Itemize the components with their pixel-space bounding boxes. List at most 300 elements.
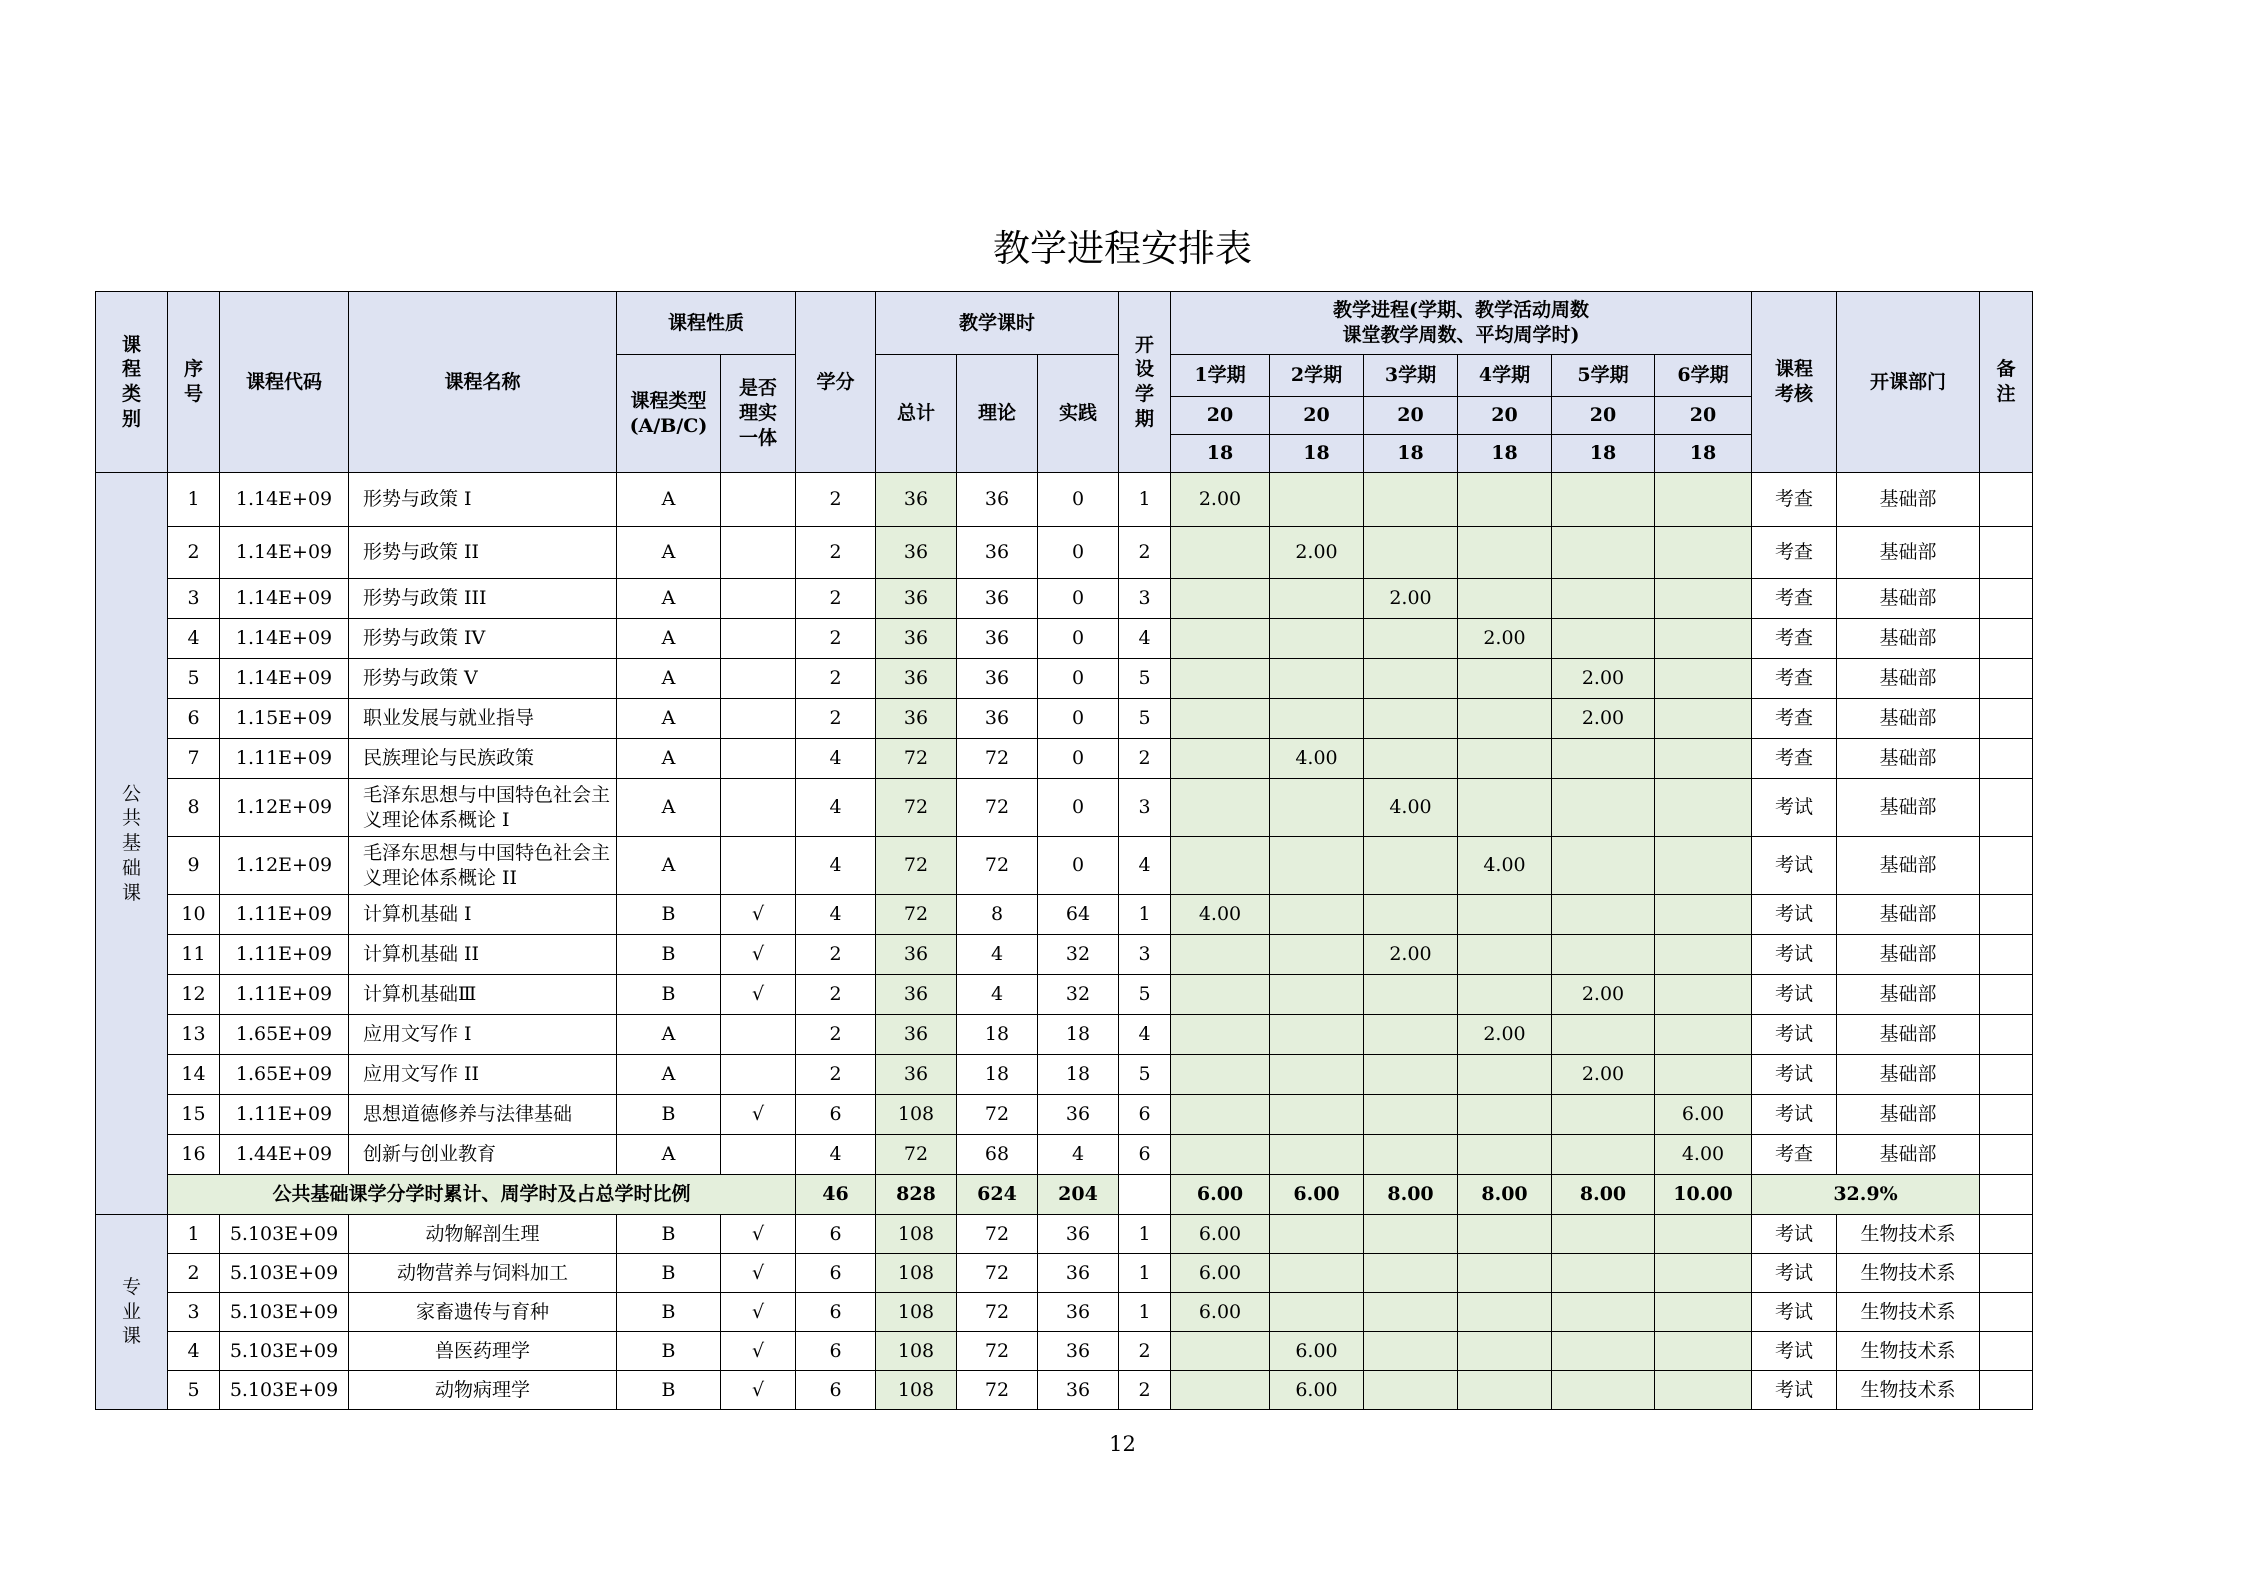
credit-cell: 2 xyxy=(796,935,876,975)
open-term-cell: 4 xyxy=(1119,837,1171,895)
assessment-cell: 考查 xyxy=(1752,527,1837,579)
course-name-cell: 民族理论与民族政策 xyxy=(349,739,617,779)
course-name-cell: 动物营养与饲料加工 xyxy=(349,1254,617,1293)
semester-hours-cell xyxy=(1655,1215,1752,1254)
semester-hours-cell xyxy=(1458,579,1552,619)
table-row xyxy=(96,527,2033,579)
hours-theory-cell: 36 xyxy=(957,659,1038,699)
integrated-cell: √ xyxy=(721,1293,796,1332)
semester-hours-cell xyxy=(1270,895,1364,935)
semester-hours-cell xyxy=(1364,739,1458,779)
seq-cell: 15 xyxy=(168,1095,220,1135)
department-cell: 基础部 xyxy=(1837,975,1980,1015)
hours-practice-cell: 36 xyxy=(1038,1254,1119,1293)
integrated-cell: √ xyxy=(721,1371,796,1410)
remark-cell xyxy=(1980,935,2033,975)
semester-hours-cell xyxy=(1364,619,1458,659)
semester-hours-cell xyxy=(1171,579,1270,619)
course-name-cell: 动物病理学 xyxy=(349,1371,617,1410)
course-name-cell: 形势与政策 IV xyxy=(349,619,617,659)
table-row xyxy=(96,659,2033,699)
remark-cell xyxy=(1980,1015,2033,1055)
semester-hours-cell xyxy=(1364,1371,1458,1410)
hours-practice-cell: 0 xyxy=(1038,779,1119,837)
semester-hours-cell xyxy=(1655,659,1752,699)
credit-cell: 4 xyxy=(796,779,876,837)
course-type-cell: A xyxy=(617,1135,721,1175)
header-semester: 2学期 xyxy=(1270,355,1364,397)
teaching-schedule-table xyxy=(95,291,2033,1410)
hours-total-cell: 36 xyxy=(876,975,957,1015)
semester-hours-cell: 2.00 xyxy=(1171,473,1270,527)
credit-cell: 6 xyxy=(796,1095,876,1135)
seq-cell: 8 xyxy=(168,779,220,837)
summary-ratio-cell: 32.9% xyxy=(1752,1175,1980,1215)
summary-practice-cell: 204 xyxy=(1038,1175,1119,1215)
table-row xyxy=(96,1254,2033,1293)
assessment-cell: 考查 xyxy=(1752,619,1837,659)
semester-hours-cell: 2.00 xyxy=(1458,619,1552,659)
header-class-weeks: 18 xyxy=(1270,435,1364,473)
assessment-cell: 考试 xyxy=(1752,1371,1837,1410)
course-name-cell: 思想道德修养与法律基础 xyxy=(349,1095,617,1135)
hours-theory-cell: 4 xyxy=(957,935,1038,975)
table-row xyxy=(96,1332,2033,1371)
hours-total-cell: 108 xyxy=(876,1293,957,1332)
semester-hours-cell xyxy=(1270,1135,1364,1175)
hours-total-cell: 108 xyxy=(876,1215,957,1254)
semester-hours-cell xyxy=(1171,659,1270,699)
semester-hours-cell xyxy=(1655,699,1752,739)
semester-hours-cell xyxy=(1364,527,1458,579)
hours-practice-cell: 36 xyxy=(1038,1371,1119,1410)
remark-cell xyxy=(1980,579,2033,619)
summary-semester-cell: 8.00 xyxy=(1364,1175,1458,1215)
course-name-cell: 形势与政策 I xyxy=(349,473,617,527)
course-name-cell: 应用文写作 II xyxy=(349,1055,617,1095)
credit-cell: 2 xyxy=(796,527,876,579)
header-class-weeks: 18 xyxy=(1458,435,1552,473)
header-progress xyxy=(1171,292,1752,355)
integrated-cell xyxy=(721,1055,796,1095)
remark-cell xyxy=(1980,1095,2033,1135)
department-cell: 生物技术系 xyxy=(1837,1215,1980,1254)
semester-hours-cell: 6.00 xyxy=(1270,1371,1364,1410)
semester-hours-cell xyxy=(1458,1371,1552,1410)
assessment-cell: 考试 xyxy=(1752,1095,1837,1135)
course-name-cell: 形势与政策 II xyxy=(349,527,617,579)
hours-total-cell: 72 xyxy=(876,837,957,895)
semester-hours-cell xyxy=(1364,1095,1458,1135)
header-hours-theory: 理论 xyxy=(957,355,1038,473)
semester-hours-cell xyxy=(1552,1371,1655,1410)
semester-hours-cell xyxy=(1270,1095,1364,1135)
header-activity-weeks: 20 xyxy=(1655,397,1752,435)
assessment-cell: 考查 xyxy=(1752,473,1837,527)
department-cell: 生物技术系 xyxy=(1837,1254,1980,1293)
remark-cell xyxy=(1980,659,2033,699)
semester-hours-cell xyxy=(1655,739,1752,779)
summary-row xyxy=(96,1175,2033,1215)
semester-hours-cell xyxy=(1552,579,1655,619)
semester-hours-cell xyxy=(1655,1055,1752,1095)
open-term-cell: 6 xyxy=(1119,1095,1171,1135)
semester-hours-cell xyxy=(1655,837,1752,895)
remark-cell xyxy=(1980,699,2033,739)
header-semester: 4学期 xyxy=(1458,355,1552,397)
summary-semester-cell: 10.00 xyxy=(1655,1175,1752,1215)
summary-semester-cell: 6.00 xyxy=(1171,1175,1270,1215)
remark-cell xyxy=(1980,1135,2033,1175)
header-semester: 5学期 xyxy=(1552,355,1655,397)
hours-practice-cell: 0 xyxy=(1038,579,1119,619)
course-type-cell: A xyxy=(617,527,721,579)
semester-hours-cell xyxy=(1270,659,1364,699)
credit-cell: 2 xyxy=(796,659,876,699)
integrated-cell: √ xyxy=(721,975,796,1015)
seq-cell: 10 xyxy=(168,895,220,935)
seq-cell: 1 xyxy=(168,473,220,527)
semester-hours-cell: 2.00 xyxy=(1270,527,1364,579)
header-class-weeks: 18 xyxy=(1552,435,1655,473)
header-activity-weeks: 20 xyxy=(1270,397,1364,435)
semester-hours-cell xyxy=(1552,935,1655,975)
course-name-cell: 应用文写作 I xyxy=(349,1015,617,1055)
department-cell: 基础部 xyxy=(1837,1095,1980,1135)
semester-hours-cell xyxy=(1171,975,1270,1015)
course-code-cell: 1.12E+09 xyxy=(220,779,349,837)
credit-cell: 4 xyxy=(796,895,876,935)
seq-cell: 6 xyxy=(168,699,220,739)
credit-cell: 4 xyxy=(796,837,876,895)
hours-total-cell: 36 xyxy=(876,659,957,699)
course-code-cell: 1.14E+09 xyxy=(220,659,349,699)
header-open-term: 开设学期 xyxy=(1119,292,1171,473)
hours-total-cell: 36 xyxy=(876,473,957,527)
department-cell: 基础部 xyxy=(1837,473,1980,527)
semester-hours-cell xyxy=(1458,473,1552,527)
hours-theory-cell: 72 xyxy=(957,779,1038,837)
table-row xyxy=(96,1371,2033,1410)
course-type-cell: B xyxy=(617,1371,721,1410)
remark-cell xyxy=(1980,739,2033,779)
semester-hours-cell: 6.00 xyxy=(1270,1332,1364,1371)
seq-cell: 3 xyxy=(168,1293,220,1332)
semester-hours-cell xyxy=(1458,1055,1552,1095)
integrated-cell xyxy=(721,619,796,659)
course-type-cell: A xyxy=(617,1015,721,1055)
summary-credit-cell: 46 xyxy=(796,1175,876,1215)
hours-total-cell: 72 xyxy=(876,1135,957,1175)
integrated-cell: √ xyxy=(721,1095,796,1135)
seq-cell: 11 xyxy=(168,935,220,975)
hours-total-cell: 108 xyxy=(876,1095,957,1135)
semester-hours-cell: 2.00 xyxy=(1552,1055,1655,1095)
semester-hours-cell xyxy=(1364,1015,1458,1055)
remark-cell xyxy=(1980,1293,2033,1332)
hours-theory-cell: 18 xyxy=(957,1055,1038,1095)
integrated-cell xyxy=(721,739,796,779)
header-category: 课程类别 xyxy=(96,292,168,473)
department-cell: 基础部 xyxy=(1837,1135,1980,1175)
semester-hours-cell xyxy=(1270,1055,1364,1095)
seq-cell: 9 xyxy=(168,837,220,895)
semester-hours-cell: 4.00 xyxy=(1458,837,1552,895)
semester-hours-cell xyxy=(1364,837,1458,895)
table-row xyxy=(96,779,2033,837)
summary-theory-cell: 624 xyxy=(957,1175,1038,1215)
semester-hours-cell: 4.00 xyxy=(1655,1135,1752,1175)
hours-theory-cell: 36 xyxy=(957,473,1038,527)
open-term-cell: 5 xyxy=(1119,975,1171,1015)
seq-cell: 4 xyxy=(168,1332,220,1371)
open-term-cell: 1 xyxy=(1119,1293,1171,1332)
department-cell: 基础部 xyxy=(1837,779,1980,837)
semester-hours-cell xyxy=(1171,1371,1270,1410)
semester-hours-cell xyxy=(1270,699,1364,739)
header-activity-weeks: 20 xyxy=(1458,397,1552,435)
course-type-cell: A xyxy=(617,473,721,527)
course-name-cell: 家畜遗传与育种 xyxy=(349,1293,617,1332)
assessment-cell: 考试 xyxy=(1752,1015,1837,1055)
seq-cell: 1 xyxy=(168,1215,220,1254)
semester-hours-cell xyxy=(1270,1015,1364,1055)
semester-hours-cell xyxy=(1655,527,1752,579)
semester-hours-cell xyxy=(1458,1135,1552,1175)
semester-hours-cell xyxy=(1364,659,1458,699)
semester-hours-cell xyxy=(1364,1055,1458,1095)
course-code-cell: 1.14E+09 xyxy=(220,473,349,527)
header-department: 开课部门 xyxy=(1837,292,1980,473)
credit-cell: 6 xyxy=(796,1215,876,1254)
hours-total-cell: 108 xyxy=(876,1254,957,1293)
hours-total-cell: 72 xyxy=(876,779,957,837)
semester-hours-cell xyxy=(1655,1293,1752,1332)
seq-cell: 13 xyxy=(168,1015,220,1055)
assessment-cell: 考试 xyxy=(1752,1332,1837,1371)
seq-cell: 2 xyxy=(168,1254,220,1293)
credit-cell: 2 xyxy=(796,699,876,739)
semester-hours-cell xyxy=(1655,1371,1752,1410)
hours-theory-cell: 72 xyxy=(957,1293,1038,1332)
course-code-cell: 1.65E+09 xyxy=(220,1055,349,1095)
semester-hours-cell xyxy=(1655,1254,1752,1293)
open-term-cell: 4 xyxy=(1119,1015,1171,1055)
hours-practice-cell: 0 xyxy=(1038,659,1119,699)
hours-theory-cell: 72 xyxy=(957,1095,1038,1135)
assessment-cell: 考查 xyxy=(1752,659,1837,699)
semester-hours-cell xyxy=(1171,779,1270,837)
hours-theory-cell: 72 xyxy=(957,1254,1038,1293)
integrated-cell xyxy=(721,527,796,579)
department-cell: 基础部 xyxy=(1837,935,1980,975)
semester-hours-cell xyxy=(1364,699,1458,739)
header-activity-weeks: 20 xyxy=(1364,397,1458,435)
assessment-cell: 考试 xyxy=(1752,1254,1837,1293)
remark-cell xyxy=(1980,527,2033,579)
table-row xyxy=(96,837,2033,895)
semester-hours-cell xyxy=(1552,619,1655,659)
hours-practice-cell: 0 xyxy=(1038,739,1119,779)
credit-cell: 2 xyxy=(796,619,876,659)
semester-hours-cell xyxy=(1458,779,1552,837)
hours-practice-cell: 36 xyxy=(1038,1095,1119,1135)
department-cell: 生物技术系 xyxy=(1837,1293,1980,1332)
assessment-cell: 考试 xyxy=(1752,1055,1837,1095)
table-row xyxy=(96,1135,2033,1175)
open-term-cell: 2 xyxy=(1119,527,1171,579)
hours-theory-cell: 8 xyxy=(957,895,1038,935)
course-name-cell: 计算机基础 I xyxy=(349,895,617,935)
integrated-cell: √ xyxy=(721,1332,796,1371)
semester-hours-cell xyxy=(1552,1015,1655,1055)
summary-open-term-cell xyxy=(1119,1175,1171,1215)
course-code-cell: 5.103E+09 xyxy=(220,1332,349,1371)
assessment-cell: 考查 xyxy=(1752,699,1837,739)
table-row xyxy=(96,935,2033,975)
seq-cell: 4 xyxy=(168,619,220,659)
hours-total-cell: 36 xyxy=(876,619,957,659)
semester-hours-cell xyxy=(1552,1332,1655,1371)
table-row xyxy=(96,579,2033,619)
semester-hours-cell xyxy=(1458,527,1552,579)
semester-hours-cell xyxy=(1552,1254,1655,1293)
course-type-cell: A xyxy=(617,1055,721,1095)
course-code-cell: 1.11E+09 xyxy=(220,935,349,975)
semester-hours-cell xyxy=(1270,579,1364,619)
hours-practice-cell: 0 xyxy=(1038,619,1119,659)
assessment-cell: 考查 xyxy=(1752,739,1837,779)
course-code-cell: 1.44E+09 xyxy=(220,1135,349,1175)
course-code-cell: 5.103E+09 xyxy=(220,1215,349,1254)
semester-hours-cell xyxy=(1552,1215,1655,1254)
seq-cell: 2 xyxy=(168,527,220,579)
course-name-cell: 形势与政策 III xyxy=(349,579,617,619)
semester-hours-cell xyxy=(1364,1332,1458,1371)
header-hours-total: 总计 xyxy=(876,355,957,473)
department-cell: 基础部 xyxy=(1837,699,1980,739)
course-category-cell xyxy=(96,473,168,1215)
semester-hours-cell xyxy=(1171,1095,1270,1135)
semester-hours-cell xyxy=(1171,527,1270,579)
credit-cell: 2 xyxy=(796,1055,876,1095)
course-name-cell: 计算机基础Ⅲ xyxy=(349,975,617,1015)
header-progress-line1: 教学进程(学期、教学活动周数 xyxy=(1333,299,1589,322)
hours-theory-cell: 36 xyxy=(957,527,1038,579)
table-row xyxy=(96,739,2033,779)
course-name-cell: 计算机基础 II xyxy=(349,935,617,975)
hours-practice-cell: 32 xyxy=(1038,975,1119,1015)
hours-total-cell: 72 xyxy=(876,739,957,779)
assessment-cell: 考试 xyxy=(1752,837,1837,895)
semester-hours-cell xyxy=(1364,1215,1458,1254)
semester-hours-cell xyxy=(1458,1215,1552,1254)
header-class-weeks: 18 xyxy=(1171,435,1270,473)
course-type-cell: A xyxy=(617,699,721,739)
hours-total-cell: 108 xyxy=(876,1332,957,1371)
course-code-cell: 1.11E+09 xyxy=(220,975,349,1015)
header-seq: 序号 xyxy=(168,292,220,473)
semester-hours-cell xyxy=(1171,1135,1270,1175)
seq-cell: 16 xyxy=(168,1135,220,1175)
department-cell: 基础部 xyxy=(1837,579,1980,619)
assessment-cell: 考查 xyxy=(1752,579,1837,619)
semester-hours-cell xyxy=(1458,1095,1552,1135)
course-category-label: 公共基础课 xyxy=(121,782,141,904)
table-row xyxy=(96,975,2033,1015)
semester-hours-cell xyxy=(1552,1293,1655,1332)
semester-hours-cell xyxy=(1458,895,1552,935)
course-type-cell: B xyxy=(617,935,721,975)
semester-hours-cell: 4.00 xyxy=(1270,739,1364,779)
semester-hours-cell xyxy=(1458,1254,1552,1293)
integrated-cell: √ xyxy=(721,895,796,935)
document-title: 教学进程安排表 xyxy=(993,227,1252,270)
open-term-cell: 2 xyxy=(1119,739,1171,779)
hours-practice-cell: 0 xyxy=(1038,527,1119,579)
header-code: 课程代码 xyxy=(220,292,349,473)
integrated-cell xyxy=(721,779,796,837)
semester-hours-cell xyxy=(1364,1135,1458,1175)
credit-cell: 6 xyxy=(796,1254,876,1293)
course-type-cell: B xyxy=(617,1215,721,1254)
remark-cell xyxy=(1980,473,2033,527)
remark-cell xyxy=(1980,619,2033,659)
header-progress-line2: 课堂教学周数、平均周学时) xyxy=(1342,324,1580,346)
semester-hours-cell xyxy=(1655,619,1752,659)
course-type-cell: A xyxy=(617,619,721,659)
header-credit: 学分 xyxy=(796,292,876,473)
semester-hours-cell: 2.00 xyxy=(1552,659,1655,699)
remark-cell xyxy=(1980,1254,2033,1293)
course-code-cell: 5.103E+09 xyxy=(220,1371,349,1410)
table-row xyxy=(96,1293,2033,1332)
remark-cell xyxy=(1980,1055,2033,1095)
hours-practice-cell: 32 xyxy=(1038,935,1119,975)
department-cell: 基础部 xyxy=(1837,837,1980,895)
integrated-cell xyxy=(721,837,796,895)
hours-theory-cell: 72 xyxy=(957,1332,1038,1371)
hours-practice-cell: 36 xyxy=(1038,1332,1119,1371)
integrated-cell: √ xyxy=(721,1215,796,1254)
seq-cell: 3 xyxy=(168,579,220,619)
course-code-cell: 1.11E+09 xyxy=(220,1095,349,1135)
semester-hours-cell xyxy=(1655,975,1752,1015)
department-cell: 基础部 xyxy=(1837,659,1980,699)
header-class-weeks: 18 xyxy=(1655,435,1752,473)
semester-hours-cell xyxy=(1171,699,1270,739)
course-type-cell: B xyxy=(617,1293,721,1332)
assessment-cell: 考试 xyxy=(1752,975,1837,1015)
course-code-cell: 1.12E+09 xyxy=(220,837,349,895)
seq-cell: 5 xyxy=(168,1371,220,1410)
open-term-cell: 5 xyxy=(1119,1055,1171,1095)
semester-hours-cell: 2.00 xyxy=(1364,579,1458,619)
course-code-cell: 1.14E+09 xyxy=(220,619,349,659)
hours-theory-cell: 36 xyxy=(957,619,1038,659)
course-code-cell: 1.11E+09 xyxy=(220,739,349,779)
semester-hours-cell xyxy=(1171,739,1270,779)
summary-label-cell: 公共基础课学分学时累计、周学时及占总学时比例 xyxy=(168,1175,796,1215)
integrated-cell xyxy=(721,1135,796,1175)
course-type-cell: A xyxy=(617,837,721,895)
department-cell: 生物技术系 xyxy=(1837,1371,1980,1410)
semester-hours-cell xyxy=(1552,895,1655,935)
semester-hours-cell xyxy=(1270,1215,1364,1254)
remark-cell xyxy=(1980,1215,2033,1254)
semester-hours-cell xyxy=(1552,779,1655,837)
integrated-cell xyxy=(721,699,796,739)
